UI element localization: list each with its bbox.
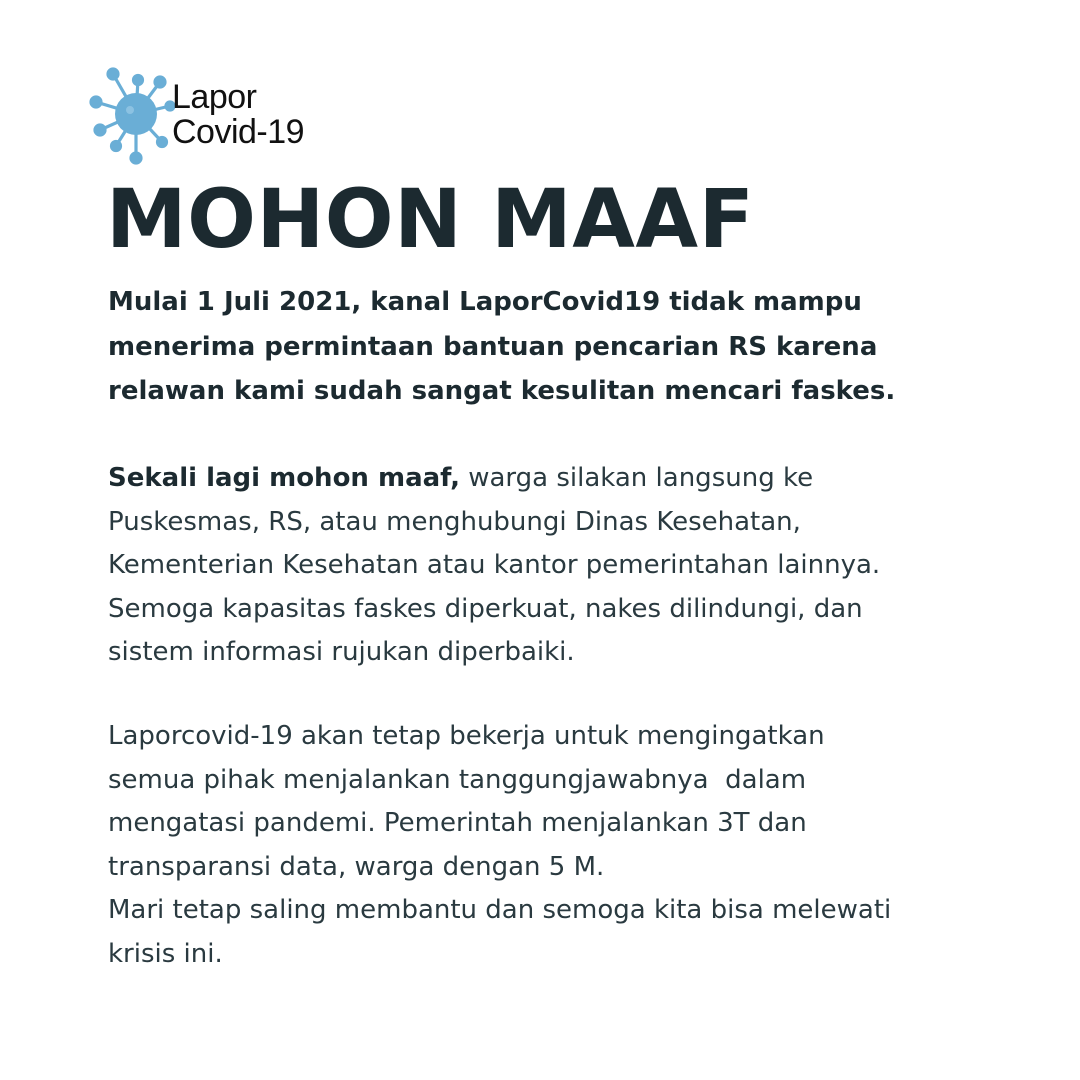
apology-line-1-rest: warga silakan langsung ke [459,463,814,493]
lead-line-1: Mulai 1 Juli 2021, kanal LaporCovid19 tidak mampu [108,287,862,317]
apology-paragraph [108,457,988,675]
apology-line-3: Kementerian Kesehatan atau kantor pemerintahan lainnya. [108,550,881,580]
logo-line-1: Lapor [172,78,257,116]
closing-line-6: krisis ini. [108,938,223,969]
closing-paragraph [108,715,988,976]
lead-line-2: menerima permintaan bantuan pencarian RS karena [108,331,878,362]
lead-paragraph [108,280,988,414]
laporcovid-logo [88,66,358,166]
closing-line-1: Laporcovid-19 akan tetap bekerja untuk mengingatkan [108,721,825,751]
apology-line-5: sistem informasi rujukan diperbaiki. [108,637,575,667]
apology-line-2: Puskesmas, RS, atau menghubungi Dinas Kesehatan, [108,506,801,537]
closing-line-2: semua pihak menjalankan tanggungjawabnya dalam [108,764,807,795]
logo-line-2: Covid-19 [172,113,305,151]
logo-wordmark [172,80,304,150]
lead-line-3: relawan kami sudah sangat kesulitan mencari faskes. [108,376,896,406]
closing-line-3: mengatasi pandemi. Pemerintah menjalankan 3T dan [108,808,807,838]
page-title: MOHON MAAF [106,173,755,267]
closing-line-4: transparansi data, warga dengan 5 M. [108,851,605,882]
apology-line-4: Semoga kapasitas faskes diperkuat, nakes dilindungi, dan [108,593,863,624]
closing-line-5: Mari tetap saling membantu dan semoga kita bisa melewati [108,895,892,925]
apology-bold-lead: Sekali lagi mohon maaf, [108,463,460,493]
